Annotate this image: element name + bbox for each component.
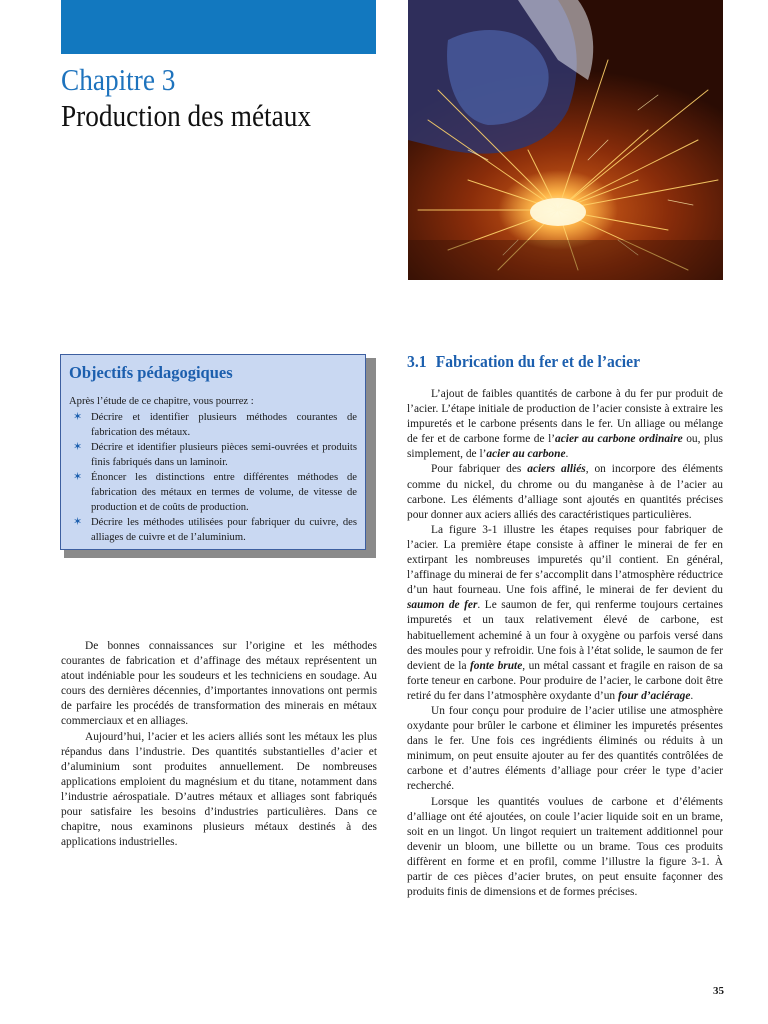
objective-item [69, 440, 357, 470]
star-bullet-icon: ✶ [73, 516, 83, 528]
objectives-box [60, 354, 366, 550]
key-term: aciers alliés [527, 463, 586, 476]
text-run: , un métal cassant et fragile en raison de sa forte teneur en carbone. Pour produire de l’acier, le carbone doit être retiré du fer dans l’atmosphère oxydante d’un [407, 659, 723, 702]
page-number: 35 [713, 985, 724, 997]
chapter-intro-text [61, 639, 377, 850]
objectives-list [69, 410, 357, 545]
text-run: L’ajout de faibles quantités de carbone à du fer pur produit de l’acier. L’étape initiale de production de l’acier consiste à extraire les impuretés et le carbone présents dans le fer. Un alliage ou mélange de fer et de carbone forme de l’ [407, 388, 723, 446]
objective-text: Décrire et identifier plusieurs pièces semi-ouvrées et produits finis fabriqués dans un laminoir. [91, 442, 357, 468]
objective-item [69, 470, 357, 515]
objective-item [69, 410, 357, 440]
text-run: . [565, 448, 569, 461]
text-run: . [690, 689, 694, 702]
key-term: acier au carbone [486, 448, 566, 461]
star-bullet-icon: ✶ [73, 411, 83, 423]
key-term: saumon de fer [407, 599, 478, 612]
text-run: , on incorpore des éléments comme du nickel, du chrome ou du manganèse à de l’acier au carbone. Les éléments d’alliage sont ajoutés en quantités précises pour donner aux aciers alliés des caractéristiques particulières. [407, 463, 723, 521]
star-bullet-icon: ✶ [73, 441, 83, 453]
chapter-title: Production des métaux [61, 98, 312, 133]
body-paragraph: Lorsque les quantités voulues de carbone et d’éléments d’alliage ont été ajoutées, on coule l’acier liquide soit en un brame, soit en un lingot. Un lingot requiert un traitement additionnel pour devenir un bloom, une billette ou un brame. Tous ces produits diffèrent en forme et en profil, comme l’illustre la figure 3-1. À partir de ces pièces d’acier brutes, on peut ensuite façonner des produits finis de dimensions et de formes précises. [407, 795, 723, 899]
body-paragraph [407, 462, 723, 522]
key-term: four d’aciérage [617, 689, 691, 702]
intro-paragraph: De bonnes connaissances sur l’origine et les méthodes courantes de fabrication et d’affinage des métaux représentent un atout indéniable pour les soudeurs et les techniciens en soudage. Au cours des dernières décennies, d’importantes innovations ont permis de parfaire les procédés de transformation des minerais en métaux commerciaux et en alliages. [61, 640, 377, 728]
sparks-illustration [408, 0, 723, 280]
objectives-intro: Après l’étude de ce chapitre, vous pourrez : [69, 396, 254, 407]
text-run: . Le saumon de fer, qui renferme toujours certaines impuretés et un taux relativement élevé de carbone, est habituellement acheminé à un four à oxygène ou parfois versé dans des moules pour y refroidir. Une fois à l’état solide, le saumon de fer devient de la [407, 599, 723, 672]
intro-paragraph: Aujourd’hui, l’acier et les aciers alliés sont les métaux les plus répandus dans l’industrie. Des quantités substantielles d’acier et d’aluminium sont produites annuellement. De nombreuses applications emploient du magnésium et du titane, notamment dans l’industrie aérospatiale. D’autres métaux et alliages sont fabriqués pour satisfaire les besoins d’industries particulières. Dans ce chapitre, nous examinons plusieurs métaux destinés à des applications industrielles. [61, 730, 377, 849]
objective-text: Décrire les méthodes utilisées pour fabriquer du cuivre, des alliages de cuivre et de l’aluminium. [91, 517, 357, 543]
text-run: Pour fabriquer des [431, 463, 528, 476]
section-heading [407, 352, 640, 372]
key-term: fonte brute [470, 659, 523, 672]
chapter-label: Chapitre 3 [61, 62, 176, 97]
welding-sparks-photo [408, 0, 723, 280]
body-paragraph: Un four conçu pour produire de l’acier utilise une atmosphère oxydante pour brûler le carbone et éliminer les impuretés présentes dans le fer. Une fois ces ingrédients éliminés ou réduits à un minimum, on peut ensuite ajouter au fer des quantités contrôlées de carbone et d’autres éléments d’alliage pour créer le type d’acier recherché. [407, 704, 723, 793]
objective-text: Décrire et identifier plusieurs méthodes courantes de fabrication des métaux. [91, 412, 357, 438]
objective-text: Énoncer les distinctions entre différentes méthodes de fabrication des métaux en termes de volume, de vitesse de production et de coûts de production. [91, 472, 357, 513]
objectives-title: Objectifs pédagogiques [69, 363, 233, 382]
chapter-header-bar [61, 0, 376, 54]
body-paragraph [407, 523, 723, 704]
text-run: La figure 3-1 illustre les étapes requises pour fabriquer de l’acier. La première étape consiste à affiner le minerai de fer en extirpant les nombreuses impuretés qu’il contient. En général, l’affinage du minerai de fer s’accomplit dans l’atmosphère réductrice d’un haut fourneau. Une fois affiné, le minerai de fer devient du [407, 523, 723, 597]
objective-item [69, 515, 357, 545]
section-body [407, 387, 723, 900]
text-run: ou, plus simplement, de l’ [407, 433, 723, 461]
body-paragraph [407, 387, 723, 462]
section-number: 3.1 [407, 352, 427, 371]
section-title: Fabrication du fer et de l’acier [435, 352, 641, 371]
star-bullet-icon: ✶ [73, 471, 83, 483]
key-term: acier au carbone ordinaire [555, 433, 683, 446]
